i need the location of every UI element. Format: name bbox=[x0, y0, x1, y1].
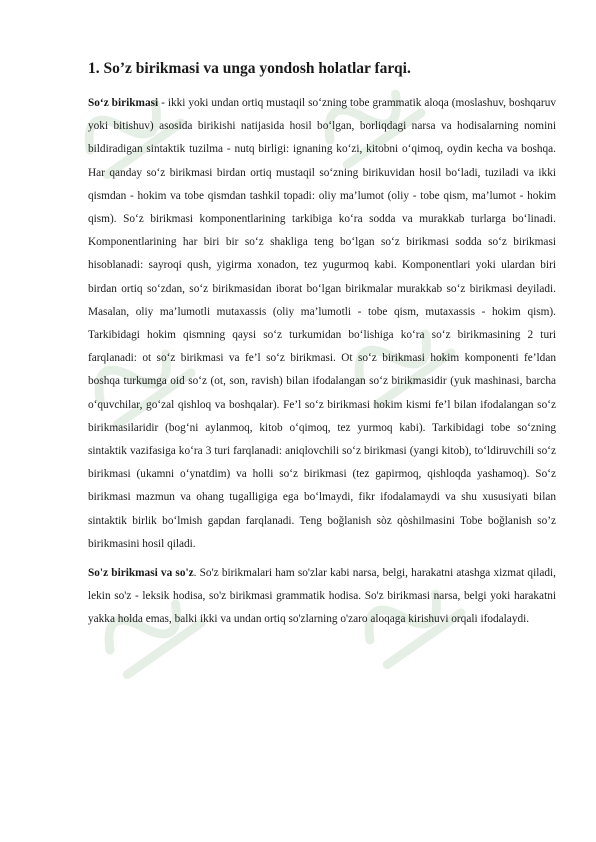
paragraph-definition bbox=[88, 92, 556, 556]
section-heading: 1. So’z birikmasi va unga yondosh holatlar farqi. bbox=[88, 60, 411, 77]
paragraph-comparison bbox=[88, 562, 556, 632]
document-page bbox=[88, 58, 556, 638]
paragraph-comparison-text: . So'z birikmalari ham so'zlar kabi narsa, belgi, harakatni atashga xizmat qiladi, lekin so'z - leksik hodisa, so'z birikmasi grammatik hodisa. So'z birikmasi narsa, belgi yoki harakatni yakka holda emas, balki ikki va undan ortiq so'zlarning o'zaro aloqaga kirishuvi orqali ifodalaydi. bbox=[88, 567, 556, 626]
term-soz-birikmasi: So‘z birikmasi bbox=[88, 97, 159, 109]
term-soz-birikmasi-va-soz: So'z birikmasi va so'z bbox=[88, 567, 194, 580]
paragraph-definition-text: - ikki yoki undan ortiq mustaqil so‘zning tobe grammatik aloqa (moslashuv, boshqaruv yoki bitishuv) asosida birikishi natijasida hosil bo‘lgan, borliqdagi narsa va hodisalarning nomini bildiradigan sintaktik tuzilma - nutq birligi: ignaning ko‘zi, kitobni o‘qimoq, oydin kecha va boshqa. Har qanday so‘z birikmasi birdan ortiq mustaqil so‘zning birikuvidan hosil bo‘ladi, tuziladi va ikki qismdan - hokim va tobe qismdan tashkil topadi: oliy ma’lumot (oliy - tobe qism, ma’lumot - hokim qism). So‘z birikmasi komponentlarining tarkibiga ko‘ra sodda va murakkab turlarga bo‘linadi. Komponentlarining har biri bir so‘z shakliga teng bo‘lgan so‘z birikmasi sodda so‘z birikmasi hisoblanadi: sayroqi qush, yigirma xonadon, tez yugurmoq kabi. Komponentlari yoki ulardan biri birdan ortiq so‘zdan, so‘z birikmasidan iborat bo‘lgan birikmalar murakkab so‘z birikmasi deyiladi. Masalan, oliy ma’lumotli mutaxassis (oliy ma’lumotli - tobe qism, mutaxassis - hokim qism). Tarkibidagi hokim qismning qaysi so‘z turkumidan bo‘lishiga ko‘ra so‘z birikmasining 2 turi farqlanadi: ot so‘z birikmasi va fe’l so‘z birikmasi. Ot so‘z birikmasi hokim komponenti fe’ldan boshqa turkumga oid so‘z (ot, son, ravish) bilan ifodalangan so‘z birikmasidir (yuk mashinasi, barcha o‘quvchilar, go‘zal qishloq va boshqalar). Fe’l so‘z birikmasi hokim kismi fe’l bilan ifodalangan so‘z birikmasilaridir (bog‘ni aylanmoq, kitob o‘qimoq, tez yurmoq kabi). Tarkibidagi tobe so‘zning sintaktik vazifasiga ko‘ra 3 turi farqlanadi: aniqlovchili so‘z birikmasi (yangi kitob), to‘ldiruvchili so‘z birikmasi (ukamni o‘ynatdim) va holli so‘z birikmasi (tez gapirmoq, qishloqda yashamoq). So‘z birikmasi mazmun va ohang tugalligiga ega bo‘lmaydi, fikr ifodalamaydi va shu xususiyati bilan sintaktik birlik bo‘lmish gapdan farqlanadi. Teng boğlanish sòz qòshilmasini Tobe boğlanish so’z birikmasini hosil qiladi. bbox=[88, 97, 556, 550]
